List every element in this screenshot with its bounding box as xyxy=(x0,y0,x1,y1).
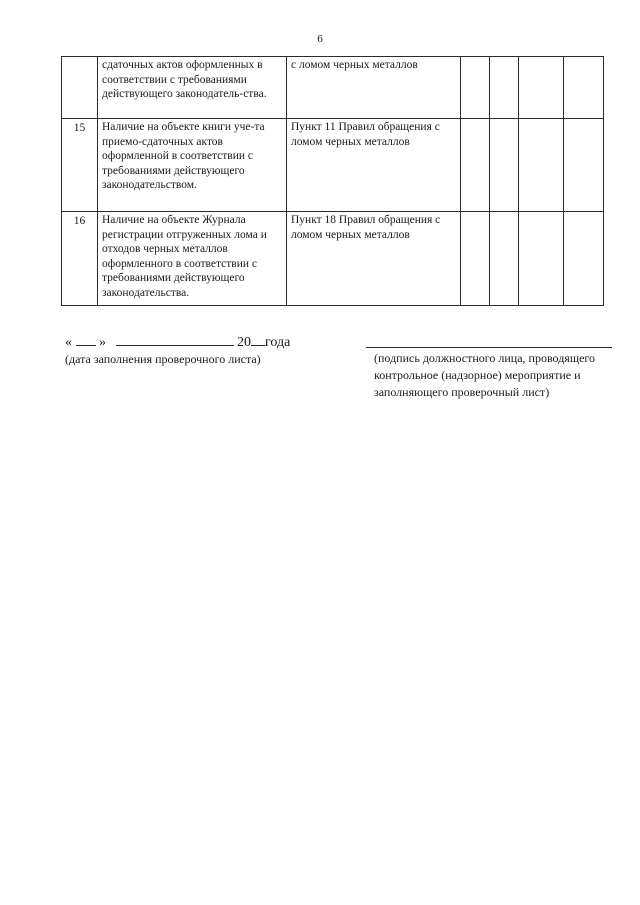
row-number-cell: 16 xyxy=(62,212,98,306)
year-blank xyxy=(251,333,265,346)
checklist-table xyxy=(61,56,604,306)
page-number: 6 xyxy=(317,33,323,45)
requirement-cell: Наличие на объекте Журнала регистрации отгруженных лома и отходов черных металлов оформленного в соответствии с требованиями действующего законодательства. xyxy=(98,212,287,306)
official-caption: (подпись должностного лица, проводящего контрольное (надзорное) мероприятие и заполняющего проверочный лист) xyxy=(374,351,596,399)
official-signature-block xyxy=(366,333,616,401)
table-row xyxy=(62,119,604,212)
answer-cell-na xyxy=(519,57,564,119)
requirement-cell: Наличие на объекте книги уче-та приемо-сдаточных актов оформленной в соответствии с требованиями действующего законодательством. xyxy=(98,119,287,212)
answer-cell-na xyxy=(519,119,564,212)
day-blank xyxy=(76,333,96,346)
signature-line xyxy=(366,333,612,348)
table-row xyxy=(62,212,604,306)
reference-cell: с ломом черных металлов xyxy=(287,57,461,119)
reference-cell: Пункт 18 Правил обращения с ломом черных металлов xyxy=(287,212,461,306)
date-block xyxy=(65,333,325,367)
row-number-cell xyxy=(62,57,98,119)
answer-cell-no xyxy=(490,57,519,119)
reference-cell: Пункт 11 Правил обращения с ломом черных металлов xyxy=(287,119,461,212)
answer-cell-yes xyxy=(461,119,490,212)
answer-cell-yes xyxy=(461,212,490,306)
date-line xyxy=(65,333,325,351)
row-number-cell: 15 xyxy=(62,119,98,212)
date-caption: (дата заполнения проверочного листа) xyxy=(65,352,261,366)
open-quote: « xyxy=(65,335,72,350)
year-prefix: 20 xyxy=(237,335,251,350)
requirement-cell: сдаточных актов оформленных в соответствии с требованиями действующего законодатель-ства. xyxy=(98,57,287,119)
answer-cell-yes xyxy=(461,57,490,119)
note-cell xyxy=(564,212,604,306)
note-cell xyxy=(564,57,604,119)
answer-cell-no xyxy=(490,212,519,306)
table-row xyxy=(62,57,604,119)
answer-cell-no xyxy=(490,119,519,212)
note-cell xyxy=(564,119,604,212)
close-quote: » xyxy=(99,335,106,350)
answer-cell-na xyxy=(519,212,564,306)
year-suffix: года xyxy=(265,335,291,350)
month-blank xyxy=(116,333,234,346)
